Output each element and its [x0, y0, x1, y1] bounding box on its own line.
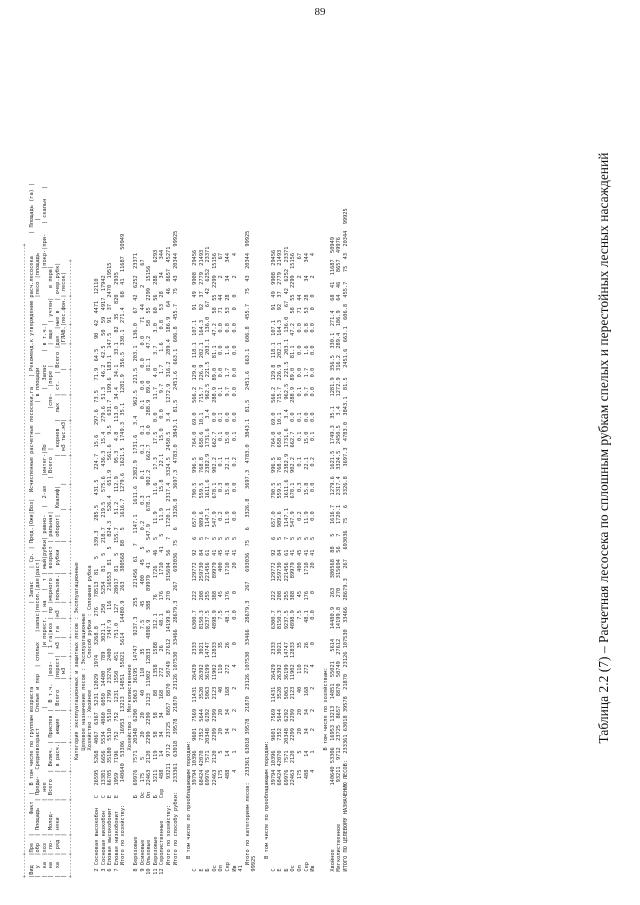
table-line: Целевое назначение лесов : Эксплуатационные: [80, 613, 87, 878]
table-line: Итого по категориям лесов: 233361 63018 39578 21870 23126 107530 33466 28679.3 267 693036 75 6 3326.8 3697.3 4783.0 3843.1 81.5 2451.6 663.1 606.8 455.7 75 43 20344 99925: [244, 230, 251, 878]
rotated-table-sheet: [22, 18, 622, 878]
table-line: +------+-----+----------+--------+--------+---------+---------+------+-----+-----+----+--------+---------+---------+-------+--------+----------+-------+-------+-------+-----+--------+----------+: [67, 259, 74, 878]
table-line: С 39794 10396 9601 7569 11431 26429 2333 6300.7 222 129772 92 6 657.0 790.5 996.5 764.0 69.0 566.2 129.8 118.1 107.1 91 49 9908 29456: [270, 249, 277, 878]
table-line: Итого по хозяйству: 93211 9712 23725 8657 8870 50749 27612 14199.8 270 315694 56 7 1720.1 2317.4 3324.5 2450.5 3.4 1272.9 316.2 289.4 186.9 64 46 8657 45271: [166, 246, 173, 878]
table-line: 41: [238, 865, 245, 878]
table-line: | у |обр | Площадь | Преды- Средневозраст Спелые и пер | спелых |запас|лесоп.|дае|раст| | | в площади |лесо |площадь |: [35, 217, 42, 878]
table-line: 12 Серолиственные Сер 488 14 34 34 168 272 26 48.1 176 1710 41 5 11.9 15.8 22.1 15.0 0.0 9.7 1.7 1.6 0.8 53 28 34 344: [159, 249, 166, 878]
table-line: 7 Еловая низкобонит Е 1959 7196 752 752 1231 1550 451 751.0 127 28017 81 5 155.7 51.2 112.9 95.3 4.8 113.0 34.4 34.1 33.1 82 35 820 2935: [113, 272, 120, 878]
table-line: Хозяйство : Хвойное Способ рубки : Сплошная рубка: [87, 565, 94, 878]
table-line: Итого по хозяйству: 140640 53306 16953 13213 14851 55021 5614 14480.9 263 380568 88 5 1616.7 1279.6 1621.5 1749.3 35.1 1281.9 356.5 330.1 271.4 68 41 11687 50949: [120, 233, 127, 878]
table-line: В том числе по хозяйствам:: [323, 667, 330, 878]
table-line: Е 68424 42070 7352 5644 3520 26392 3021 8150.3 208 259730 84 5 989.6 559.5 768.8 658.6 10.1 715.7 226.9 202.1 164.3 92 37 2779 21493: [277, 249, 284, 878]
table-line: 99925: [251, 855, 258, 878]
table-line: Ос 22463 2120 2299 2299 2123 11902 12833 4898.9 388 89979 41 5 547.9 678.1 902.2 662.7 0.0 288.9 89.0 81.1 47.2 58 55 2299 15156: [211, 252, 218, 878]
table-line: Ол 175 5 20 20 40 110 35 7.5 45 400 45 5 0.2 0.3 0.1 0.1 0.1 0.1 0.0 0.0 0.0 71 44 2 67: [296, 252, 303, 878]
table-line: Ол 175 5 20 20 40 110 35 7.5 45 400 45 5 0.2 0.3 0.1 0.1 0.1 0.1 0.0 0.0 0.0 71 44 2 67: [218, 252, 225, 878]
table-line: 10 Ольховые Ол 22463 2120 2299 2299 2123 11902 12833 4898.9 388 89979 41 5 547.9 678.1 902.2 662.7 0.0 288.9 89.0 81.1 47.2 58 55 2299 15156: [146, 265, 153, 878]
table-line: В том числе по преобладающим породам:: [185, 740, 192, 878]
table-line: Ив 4 1 2 2 2 4 0 0.0 0 20 41 5 0.0 0.0 0.2 0.1 0.0 0.0 0.0 0.0 0.0 0 0 2 4: [310, 252, 317, 878]
table-line: 9 Осиновые Ос 175 5 20 20 40 110 35 7.5 45 400 45 5 0.2 0.3 0.1 0.1 0.1 0.1 0.0 0.0 0.0 71 44 2 67: [139, 259, 146, 878]
table-line: Сер 488 14 34 34 168 272 26 48.1 176 1710 41 5 11.9 15.8 22.1 15.0 0.0 9.7 1.7 1.6 0.8 53 28 34 344: [303, 252, 310, 878]
table-line: Итого по способу рубки: 233361 63018 39578 21870 23126 107530 33466 28679.3 267 693036 75 6 3326.8 3697.3 4783.0 3843.1 81.5 2451.6 663.1 606.8 455.7 75 43 20344 99925: [172, 230, 179, 878]
table-line: |Вид |Пре | Факт | В том числе по группам возраста | Запас | Ср. | Пред.|Ожи|Воз| Исчисленные расчетные лесосеки,га | Рекоменд.к утверждению расч.лесосека | Площадь (га) |: [28, 182, 35, 878]
table-line: Е 68424 42070 7352 5644 3520 26392 3021 8150.3 208 259730 84 5 989.6 559.5 768.8 658.6 10.1 715.7 226.9 202.1 164.3 92 37 2779 21493: [198, 249, 205, 878]
table-line: Ос 22463 2120 2299 2299 2123 11902 12833 4898.9 388 89979 41 5 547.9 678.1 902.2 662.7 0.0 288.9 89.0 81.1 47.2 58 55 2299 15156: [290, 252, 297, 878]
table-line: | ха | ряд | няки | | в расч.| ающие | Всего |перест| м3 | га |м3 |пользов.| рубки | оборот| Квалиф| | корнев | лых | ст. | Всего |дая |ные в | очер.рубк|: [54, 262, 61, 878]
table-line: | ка |хоз | | нее | |и перест. | на | т | мый|рубки| равно- | 2-ая |интег-|По | Запас | в т.ч.| |покр-|при- | скальн |: [41, 185, 48, 878]
table-line: | | | | | | | | м3 | | | | | | | | | м3 тыс.м3| | | |ГЛАВ.|лес.фон.| лесок|: [61, 272, 68, 878]
table-line: С 39794 10396 9601 7569 11431 26429 2333 6300.7 222 129772 92 6 657.0 790.5 996.5 764.0 69.0 566.2 129.8 118.1 107.1 91 49 9908 29456: [192, 249, 199, 878]
table-line: 8 Березовые Б 69976 7571 20348 6290 5063 36195 14747 9237.3 255 221456 61 7 1147.1 1611.6 2382.9 1731.6 3.4 962.5 221.5 203.1 136.0 67 42 6252 23371: [133, 252, 140, 878]
table-line: Ив 4 1 2 2 2 4 0 0.0 0 20 41 5 0.0 0.0 0.2 0.1 0.0 0.0 0.0 0.0 0.0 0 0 2 4: [231, 252, 238, 878]
table-line: 2 Сосновая высокобон С 26595 5268 4067 6367 5231 12029 1974 3268.8 276 78513 81 5 339.3 285.5 431.5 224.7 15.6 297.6 73.5 71.9 64.5 90 42 4471 12110: [94, 278, 101, 878]
table-line: Категория эксплуатационных и защитных лесов : Эксплуатационные: [74, 562, 81, 878]
table-line: Сер 488 14 34 34 168 272 26 48.1 176 1710 41 5 11.9 15.8 22.1 15.0 0.0 9.7 1.7 1.6 0.8 53 28 34 344: [224, 252, 231, 878]
table-line: 3 Сосновая низкобон С 13381 6656 5534 4060 6050 14400 789 3021.1 250 5254 81 5 218.7 219.5 575.6 436.3 15.4 279.6 51.3 46.2 42.5 50 59 4917 17942: [100, 275, 107, 878]
table-line: Хвойное 140640 53306 16953 13213 14851 55021 5614 14480.9 263 380568 88 5 1616.7 1279.6 1621.5 1749.3 35.1 1281.9 356.5 330.1 271.4 68 41 11687 50949: [329, 237, 336, 878]
table-line: Мягколиственное 93211 9712 23725 8657 8870 50749 27612 14199.8 270 315694 56 7 1720.1 2317.4 3324.5 2450.5 3.4 1272.9 316.2 289.4 186.9 64 46 8657 49976: [336, 237, 343, 878]
table-line: Б 69976 7571 20348 6292 5063 36199 14747 9237.5 255 221456 61 7 1147.1 1611.6 2382.9 1731.6 3.4 962.5 221.5 203.1 136.0 67 42 6252 23371: [205, 246, 212, 878]
table-line: 11 Березовые Б 3211 119 58 58 88 1358 1588 312.1 76 1726 46 5 11.9 11.6 17.3 17.5 0.0 11.7 4.0 3.7 3.0 60 56 288 6293: [152, 249, 159, 878]
table-line: ИТОГО ПО ЦЕЛЕВОМУ НАЗНАЧЕНИЮ ЛЕСОВ: 233361 63018 39578 21870 23126 107530 33466 28679.3 267 693036 75 6 3326.8 3697.3 4783.0 3843.1 81.5 2451.6 663.1 606.8 455.7 75 43 20344 99925: [342, 208, 349, 878]
table-line: Б 69976 7571 20348 6292 5063 36199 14747 9237.5 255 221456 61 7 1147.1 1611.6 2382.9 1731.6 3.4 962.5 221.5 203.1 136.0 67 42 6252 23371: [283, 246, 290, 878]
page-number: 89: [314, 6, 326, 18]
table-line: Хозяйство : Мягколиственное: [126, 664, 133, 878]
table-line: 6 Еловая высокобонит Е 66705 35180 5510 5510 2799 23276 2400 7347.9 116 216553 81 5 824.3 526.4 651.9 561.6 9.5 631.7 199.6 183.1 147.5 91 37 2470 19515: [107, 262, 114, 878]
allowable-cut-table: [22, 18, 582, 878]
table-line: | на | по- | Молод- | Всего | Включ. | Приспев | В т.ч. |воз- | 1 га|воз | пр |мерного | возраст | ральная| | Всего | |спе- |пере | | юще | учтен| в перв|: [48, 265, 55, 878]
table-line: В том числе по преобладающим породам:: [264, 740, 271, 878]
table-title: Таблица 2.2 (7) – Расчетная лесосека по сплошным рубкам спелых и перестойных лесных насаждений: [596, 152, 611, 744]
table-line: +------+----------------------------------------------------------------------------------------------------------------------------------------------------------------------------------------------+: [22, 243, 28, 878]
